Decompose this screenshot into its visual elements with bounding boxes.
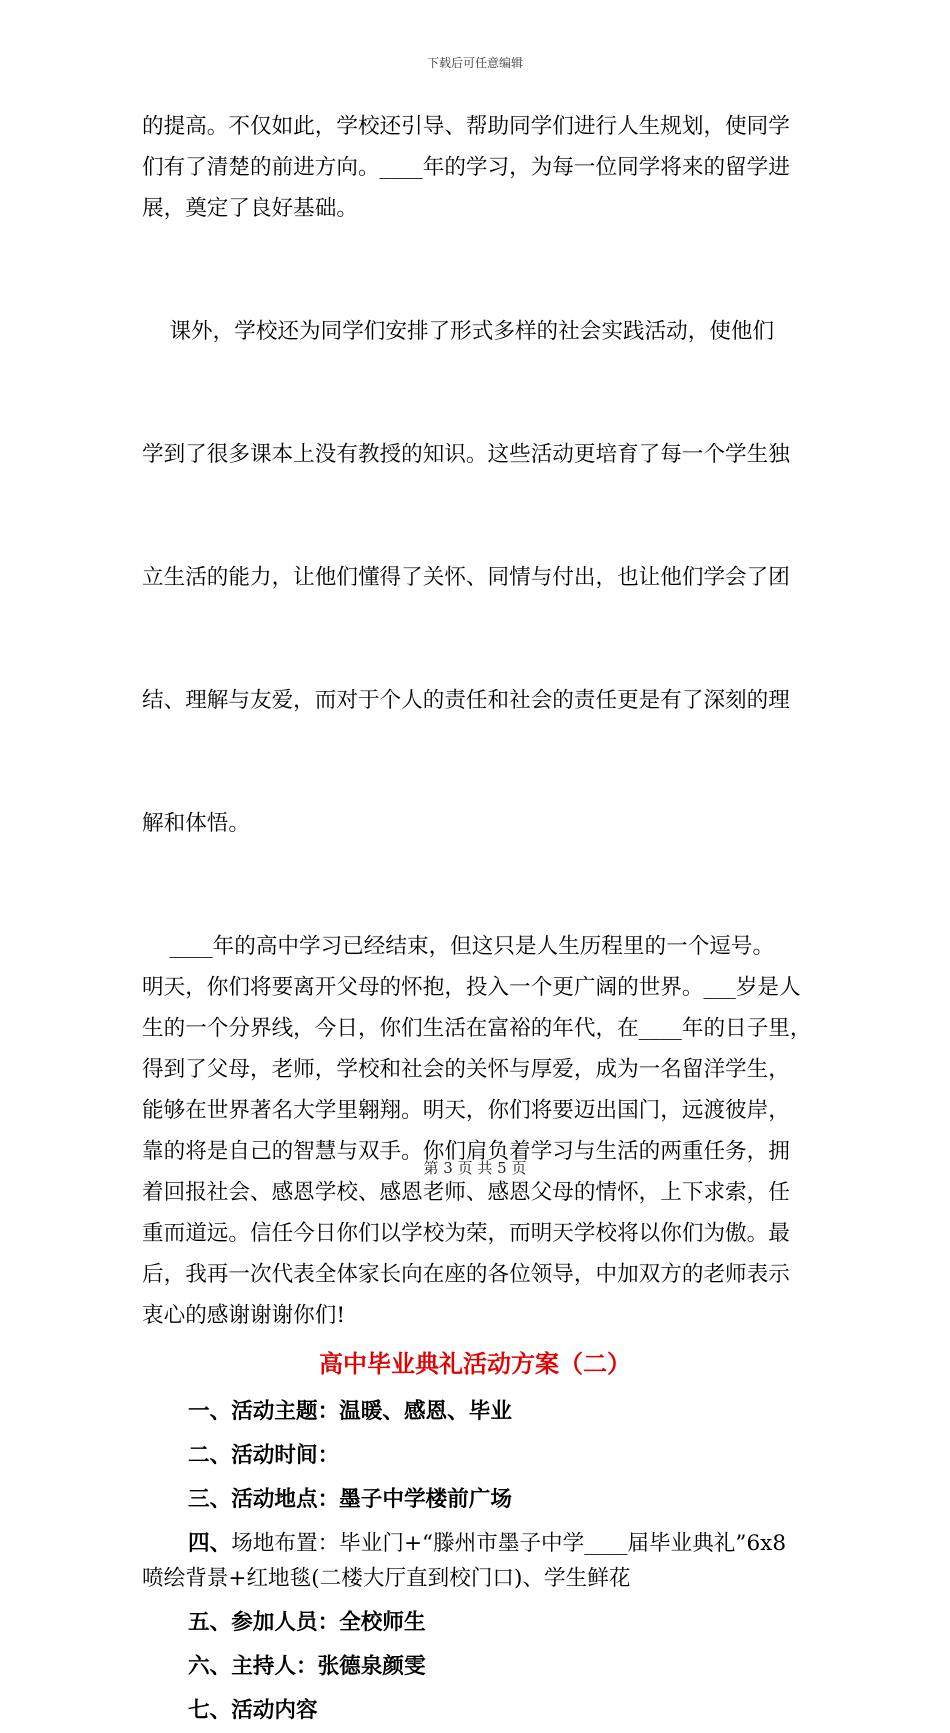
text-line: ____年的高中学习已经结束，但这只是人生历程里的一个逗号。 <box>142 934 775 959</box>
list-item-location: 三、活动地点：墨子中学楼前广场 <box>188 1487 512 1512</box>
list-item-content: 七、活动内容 <box>188 1698 318 1723</box>
paragraph-1 <box>142 106 808 229</box>
text-line: 着回报社会、感恩学校、感恩老师、感恩父母的情怀，上下求索，任 <box>142 1180 790 1205</box>
document-body <box>142 106 812 1733</box>
list-item-continuation: 喷绘背景+红地毯(二楼大厅直到校门口)、学生鲜花 <box>142 1566 631 1591</box>
list-item-participants: 五、参加人员：全校师生 <box>188 1610 426 1635</box>
text-line: 结、理解与友爱，而对于个人的责任和社会的责任更是有了深刻的理 <box>142 688 790 713</box>
text-line: 们有了清楚的前进方向。____年的学习，为每一位同学将来的留学进 <box>142 155 790 180</box>
page-footer: 第 3 页 共 5 页 <box>423 1159 527 1177</box>
list-item-hosts: 六、主持人：张德泉颜雯 <box>188 1654 426 1679</box>
text-line: 明天，你们将要离开父母的怀抱，投入一个更广阔的世界。___岁是人 <box>142 975 801 1000</box>
list-item-theme: 一、活动主题：温暖、感恩、毕业 <box>188 1399 512 1424</box>
text-line: 能够在世界著名大学里翱翔。明天，你们将要迈出国门，远渡彼岸， <box>142 1098 790 1123</box>
section-title: 高中毕业典礼活动方案（二） <box>319 1349 631 1378</box>
text-line: 课外，学校还为同学们安排了形式多样的社会实践活动，使他们 <box>142 319 775 344</box>
page-header: 下载后可任意编辑 <box>426 56 523 70</box>
text-line: 得到了父母，老师，学校和社会的关怀与厚爱，成为一名留洋学生， <box>142 1057 790 1082</box>
text-line: 后，我再一次代表全体家长向在座的各位领导，中加双方的老师表示 <box>142 1262 790 1287</box>
text-line: 学到了很多课本上没有教授的知识。这些活动更培育了每一个学生独 <box>142 442 790 467</box>
text-line: 的提高。不仅如此，学校还引导、帮助同学们进行人生规划，使同学 <box>142 114 790 139</box>
list-item-venue-setup <box>142 1526 808 1561</box>
text-line: 衷心的感谢谢谢你们! <box>142 1303 346 1328</box>
text-line: 展，奠定了良好基础。 <box>142 196 358 221</box>
paragraph-3 <box>142 926 812 1336</box>
list-item-text: 场地布置：毕业门+“滕州市墨子中学____届毕业典礼”6x8 <box>231 1531 787 1556</box>
text-line: 立生活的能力，让他们懂得了关怀、同情与付出，也让他们学会了团 <box>142 565 790 590</box>
text-line: 解和体悟。 <box>142 811 250 836</box>
text-line: 重而道远。信任今日你们以学校为荣，而明天学校将以你们为傲。最 <box>142 1221 790 1246</box>
text-line: 生的一个分界线，今日，你们生活在富裕的年代，在____年的日子里， <box>142 1016 812 1041</box>
text-line: 靠的将是自己的智慧与双手。你们肩负着学习与生活的两重任务，拥 <box>142 1139 790 1164</box>
paragraph-2 <box>142 229 808 926</box>
list-item-number: 四、 <box>188 1531 232 1556</box>
list-item-time: 二、活动时间： <box>188 1443 340 1468</box>
